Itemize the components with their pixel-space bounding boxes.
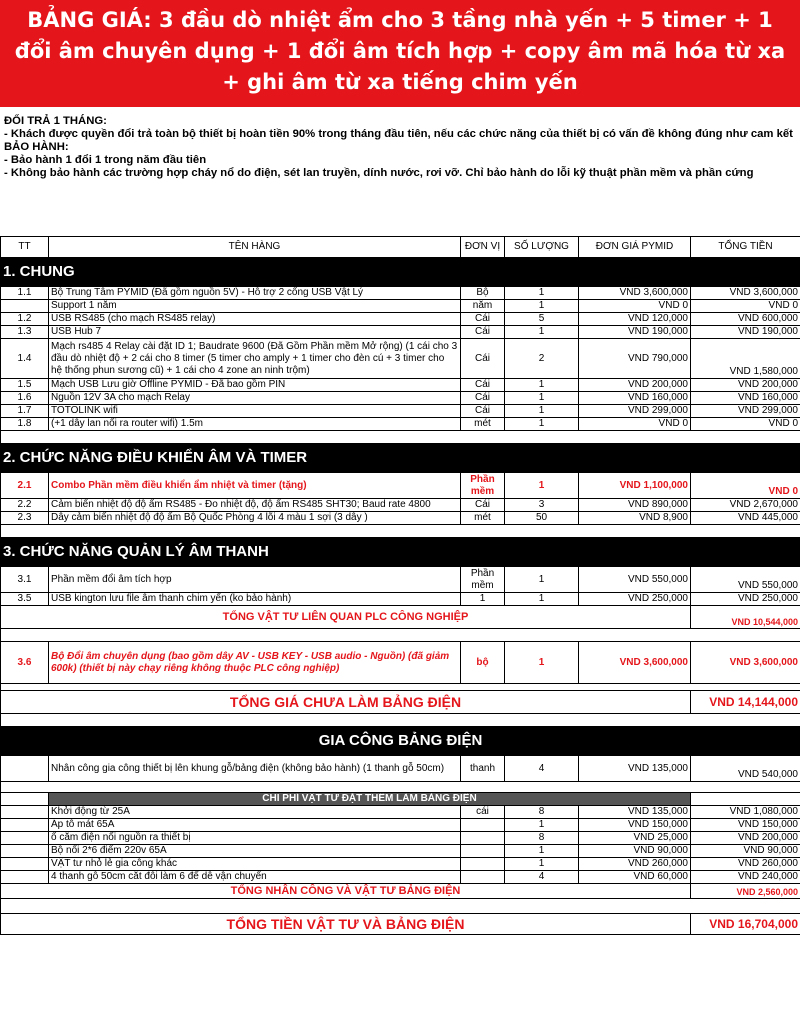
- item-quantity: 8: [505, 832, 579, 845]
- section-header: [1, 538, 800, 567]
- section-title: 3. CHỨC NĂNG QUẢN LÝ ÂM THANH: [1, 538, 800, 567]
- item-name: Mạch USB Lưu giờ Offline PYMID - Đã bao gồm PIN: [49, 379, 461, 392]
- table-row: [1, 418, 800, 431]
- item-total: VND 3,600,000: [691, 642, 800, 684]
- spacer: [1, 431, 800, 444]
- item-number: [1, 832, 49, 845]
- extra-materials-header: [1, 793, 800, 806]
- item-total: VND 600,000: [691, 313, 800, 326]
- item-name: Nhân công gia công thiết bị lên khung gỗ/bảng điện (không bảo hành) (1 thanh gỗ 50cm): [49, 756, 461, 782]
- item-name: (+1 dây lan nối ra router wifi) 1.5m: [49, 418, 461, 431]
- item-total: VND 550,000: [691, 567, 800, 593]
- item-unit: [461, 819, 505, 832]
- item-unit-price: VND 0: [579, 300, 691, 313]
- table-row: [1, 339, 800, 379]
- header-cell: ĐƠN GIÁ PYMID: [579, 237, 691, 258]
- item-unit-price: VND 890,000: [579, 499, 691, 512]
- item-quantity: 1: [505, 326, 579, 339]
- table-row: [1, 593, 800, 606]
- item-name: Bộ Trung Tâm PYMID (Đã gồm nguồn 5V) - Hỗ trợ 2 cổng USB Vật Lý: [49, 287, 461, 300]
- item-quantity: 1: [505, 567, 579, 593]
- item-number: 2.3: [1, 512, 49, 525]
- item-unit: [461, 871, 505, 884]
- item-total: VND 1,580,000: [691, 339, 800, 379]
- item-number: 1.6: [1, 392, 49, 405]
- item-number: [1, 806, 49, 819]
- item-name: Combo Phần mềm điều khiển ẩm nhiệt và timer (tặng): [49, 473, 461, 499]
- table-row: [1, 300, 800, 313]
- item-unit-price: VND 135,000: [579, 756, 691, 782]
- header-cell: TÊN HÀNG: [49, 237, 461, 258]
- item-quantity: 3: [505, 499, 579, 512]
- item-number: [1, 871, 49, 884]
- header-cell: ĐƠN VỊ: [461, 237, 505, 258]
- item-name: Nguồn 12V 3A cho mạch Relay: [49, 392, 461, 405]
- spacer: [1, 782, 800, 793]
- table-row: [1, 871, 800, 884]
- item-number: [1, 845, 49, 858]
- item-quantity: 1: [505, 845, 579, 858]
- item-name: TOTOLINK wifi: [49, 405, 461, 418]
- item-total: VND 260,000: [691, 858, 800, 871]
- item-total: VND 540,000: [691, 756, 800, 782]
- item-quantity: 1: [505, 642, 579, 684]
- item-unit: Cái: [461, 405, 505, 418]
- spacer: [1, 899, 800, 914]
- item-unit: thanh: [461, 756, 505, 782]
- table-row: [1, 313, 800, 326]
- item-number: 1.1: [1, 287, 49, 300]
- item-number: 3.5: [1, 593, 49, 606]
- item-unit-price: VND 260,000: [579, 858, 691, 871]
- item-unit: [461, 858, 505, 871]
- item-unit-price: VND 790,000: [579, 339, 691, 379]
- spacer-row: [1, 899, 800, 914]
- total-label: TỔNG GIÁ CHƯA LÀM BẢNG ĐIỆN: [1, 691, 691, 714]
- table-row: [1, 392, 800, 405]
- table-row: [1, 326, 800, 339]
- item-name: Khởi động từ 25A: [49, 806, 461, 819]
- total-value: VND 16,704,000: [691, 914, 800, 935]
- item-total: VND 0: [691, 473, 800, 499]
- item-number: 1.4: [1, 339, 49, 379]
- warranty-text-2: - Không bảo hành các trường hợp cháy nổ do điện, sét lan truyền, dính nước, rơi vỡ. Chỉ bảo hành do lỗi kỹ thuật phần mềm và phần cứng: [4, 167, 754, 179]
- extra-materials-title: CHI PHÍ VẬT TƯ ĐẶT THÊM LÀM BẢNG ĐIỆN: [49, 793, 691, 806]
- table-row: [1, 405, 800, 418]
- item-quantity: 1: [505, 819, 579, 832]
- table-row: [1, 756, 800, 782]
- item-unit-price: VND 200,000: [579, 379, 691, 392]
- total-label: TỔNG VẬT TƯ LIÊN QUAN PLC CÔNG NGHIỆP: [1, 606, 691, 629]
- total-label: TỔNG NHÂN CÔNG VÀ VẬT TƯ BẢNG ĐIỆN: [1, 884, 691, 899]
- table-row: [1, 845, 800, 858]
- item-unit-price: VND 1,100,000: [579, 473, 691, 499]
- total-value: VND 2,560,000: [691, 884, 800, 899]
- item-unit: Bộ: [461, 287, 505, 300]
- item-total: VND 299,000: [691, 405, 800, 418]
- item-name: 4 thanh gỗ 50cm cắt đôi làm 6 để dễ vận chuyển: [49, 871, 461, 884]
- item-quantity: 5: [505, 313, 579, 326]
- warranty-heading: BẢO HÀNH:: [4, 141, 69, 153]
- table-row: [1, 819, 800, 832]
- item-quantity: 1: [505, 405, 579, 418]
- item-unit: Cái: [461, 339, 505, 379]
- total-label: TỔNG TIỀN VẬT TƯ VÀ BẢNG ĐIỆN: [1, 914, 691, 935]
- table-row: [1, 512, 800, 525]
- item-unit: [461, 832, 505, 845]
- item-name: USB Hub 7: [49, 326, 461, 339]
- page-title: BẢNG GIÁ: 3 đầu dò nhiệt ẩm cho 3 tầng nhà yến + 5 timer + 1 đổi âm chuyên dụng + 1 đổi âm tích hợp + copy âm mã hóa từ xa + ghi âm từ xa tiếng chim yến: [0, 0, 800, 107]
- item-unit-price: VND 60,000: [579, 871, 691, 884]
- item-number: 1.7: [1, 405, 49, 418]
- item-name: USB RS485 (cho mạch RS485 relay): [49, 313, 461, 326]
- plc-total-row: [1, 606, 800, 629]
- table-row: [1, 473, 800, 499]
- item-unit: cái: [461, 806, 505, 819]
- item-name: Mạch rs485 4 Relay cài đặt ID 1; Baudrate 9600 (Đã Gồm Phần mềm Mở rộng) (1 cái cho 3 đầu dò nhiệt độ + 2 cái cho 8 timer (5 timer cho amply + 1 timer cho đèn cú + 3 timer cho hệ thống phun sương cũ) + 1 cái cho 4 zone an ninh trộm): [49, 339, 461, 379]
- item-unit: Phần mềm: [461, 567, 505, 593]
- price-table: [0, 236, 800, 935]
- return-text: - Khách được quyền đổi trả toàn bộ thiết bị hoàn tiền 90% trong tháng đầu tiên, nếu các chức năng của thiết bị có vấn đề không đúng như cam kết: [4, 128, 793, 140]
- item-quantity: 1: [505, 300, 579, 313]
- item-name: Bộ Đổi âm chuyên dụng (bao gồm dây AV - USB KEY - USB audio - Nguồn) (đã giảm 600k) (thiết bị này chạy riêng không thuộc PLC công nghiệp): [49, 642, 461, 684]
- item-name: Phần mềm đổi âm tích hợp: [49, 567, 461, 593]
- table-row: [1, 642, 800, 684]
- item-number: 3.6: [1, 642, 49, 684]
- item-total: VND 240,000: [691, 871, 800, 884]
- item-total: VND 190,000: [691, 326, 800, 339]
- section-header: [1, 444, 800, 473]
- item-quantity: 4: [505, 871, 579, 884]
- item-name: VẬT tư nhỏ lẻ gia công khác: [49, 858, 461, 871]
- item-number: [1, 819, 49, 832]
- item-unit: Cái: [461, 499, 505, 512]
- item-unit-price: VND 250,000: [579, 593, 691, 606]
- item-total: VND 2,670,000: [691, 499, 800, 512]
- item-unit: năm: [461, 300, 505, 313]
- item-total: VND 3,600,000: [691, 287, 800, 300]
- item-unit-price: VND 90,000: [579, 845, 691, 858]
- item-name: USB kington lưu file âm thanh chim yến (ko bảo hành): [49, 593, 461, 606]
- item-unit-price: VND 190,000: [579, 326, 691, 339]
- table-row: [1, 567, 800, 593]
- item-number: 3.1: [1, 567, 49, 593]
- item-unit: 1: [461, 593, 505, 606]
- item-total: VND 0: [691, 300, 800, 313]
- grand-total-row: [1, 914, 800, 935]
- item-unit-price: VND 299,000: [579, 405, 691, 418]
- item-total: VND 0: [691, 418, 800, 431]
- spacer-row: [1, 684, 800, 691]
- board-total-row: [1, 884, 800, 899]
- item-number: [1, 300, 49, 313]
- item-number: [1, 858, 49, 871]
- table-row: [1, 287, 800, 300]
- item-number: [1, 756, 49, 782]
- item-quantity: 1: [505, 858, 579, 871]
- item-unit: Phần mềm: [461, 473, 505, 499]
- item-number: 1.3: [1, 326, 49, 339]
- item-unit-price: VND 3,600,000: [579, 287, 691, 300]
- section-title: 1. CHUNG: [1, 258, 800, 287]
- item-unit-price: VND 150,000: [579, 819, 691, 832]
- item-unit-price: VND 8,900: [579, 512, 691, 525]
- item-unit-price: VND 135,000: [579, 806, 691, 819]
- item-unit: bộ: [461, 642, 505, 684]
- table-row: [1, 806, 800, 819]
- item-total: VND 150,000: [691, 819, 800, 832]
- spacer: [1, 525, 800, 538]
- item-quantity: 1: [505, 379, 579, 392]
- spacer-row: [1, 714, 800, 727]
- item-name: Dây cảm biến nhiệt độ độ ẩm Bộ Quốc Phòng 4 lõi 4 màu 1 sợi (3 dây ): [49, 512, 461, 525]
- spacer: [1, 714, 800, 727]
- spacer-row: [1, 431, 800, 444]
- table-header: [1, 237, 800, 258]
- item-unit: mét: [461, 418, 505, 431]
- warranty-text-1: - Bảo hành 1 đổi 1 trong năm đầu tiên: [4, 154, 207, 166]
- header-cell: TT: [1, 237, 49, 258]
- item-quantity: 1: [505, 473, 579, 499]
- spacer: [691, 793, 800, 806]
- item-number: 1.8: [1, 418, 49, 431]
- item-quantity: 4: [505, 756, 579, 782]
- spacer-row: [1, 629, 800, 642]
- section-title: GIA CÔNG BẢNG ĐIỆN: [1, 727, 800, 756]
- item-total: VND 200,000: [691, 379, 800, 392]
- before-board-total-row: [1, 691, 800, 714]
- spacer-row: [1, 782, 800, 793]
- spacer-row: [1, 525, 800, 538]
- header-cell: TỔNG TIỀN: [691, 237, 800, 258]
- table-row: [1, 832, 800, 845]
- item-total: VND 160,000: [691, 392, 800, 405]
- item-unit: [461, 845, 505, 858]
- item-unit: mét: [461, 512, 505, 525]
- item-quantity: 2: [505, 339, 579, 379]
- item-total: VND 1,080,000: [691, 806, 800, 819]
- item-quantity: 8: [505, 806, 579, 819]
- item-total: VND 90,000: [691, 845, 800, 858]
- item-unit: Cái: [461, 313, 505, 326]
- item-quantity: 1: [505, 418, 579, 431]
- item-quantity: 1: [505, 593, 579, 606]
- item-name: Cảm biến nhiệt độ độ ẩm RS485 - Đo nhiệt độ, độ ẩm RS485 SHT30; Baud rate 4800: [49, 499, 461, 512]
- table-row: [1, 858, 800, 871]
- item-name: Support 1 năm: [49, 300, 461, 313]
- item-unit-price: VND 25,000: [579, 832, 691, 845]
- section-header: [1, 258, 800, 287]
- section-title: 2. CHỨC NĂNG ĐIỀU KHIỂN ÂM VÀ TIMER: [1, 444, 800, 473]
- item-name: Áp tô mát 65A: [49, 819, 461, 832]
- item-unit-price: VND 160,000: [579, 392, 691, 405]
- item-unit: Cái: [461, 379, 505, 392]
- section-header: [1, 727, 800, 756]
- return-heading: ĐỔI TRẢ 1 THÁNG:: [4, 115, 107, 127]
- total-value: VND 14,144,000: [691, 691, 800, 714]
- item-number: 1.5: [1, 379, 49, 392]
- spacer: [1, 629, 800, 642]
- table-row: [1, 379, 800, 392]
- item-unit: Cái: [461, 326, 505, 339]
- table-row: [1, 499, 800, 512]
- item-total: VND 445,000: [691, 512, 800, 525]
- item-unit: Cái: [461, 392, 505, 405]
- item-total: VND 250,000: [691, 593, 800, 606]
- item-unit-price: VND 550,000: [579, 567, 691, 593]
- spacer: [1, 684, 800, 691]
- policy-notes: [4, 115, 794, 180]
- item-number: 1.2: [1, 313, 49, 326]
- item-number: 2.1: [1, 473, 49, 499]
- item-quantity: 1: [505, 287, 579, 300]
- item-name: ổ cắm điện nối nguồn ra thiết bị: [49, 832, 461, 845]
- item-quantity: 50: [505, 512, 579, 525]
- item-name: Bộ nối 2*6 điểm 220v 65A: [49, 845, 461, 858]
- item-unit-price: VND 120,000: [579, 313, 691, 326]
- item-total: VND 200,000: [691, 832, 800, 845]
- item-unit-price: VND 3,600,000: [579, 642, 691, 684]
- item-number: 2.2: [1, 499, 49, 512]
- header-cell: SỐ LƯỢNG: [505, 237, 579, 258]
- item-quantity: 1: [505, 392, 579, 405]
- total-value: VND 10,544,000: [691, 606, 800, 629]
- item-unit-price: VND 0: [579, 418, 691, 431]
- spacer: [1, 793, 49, 806]
